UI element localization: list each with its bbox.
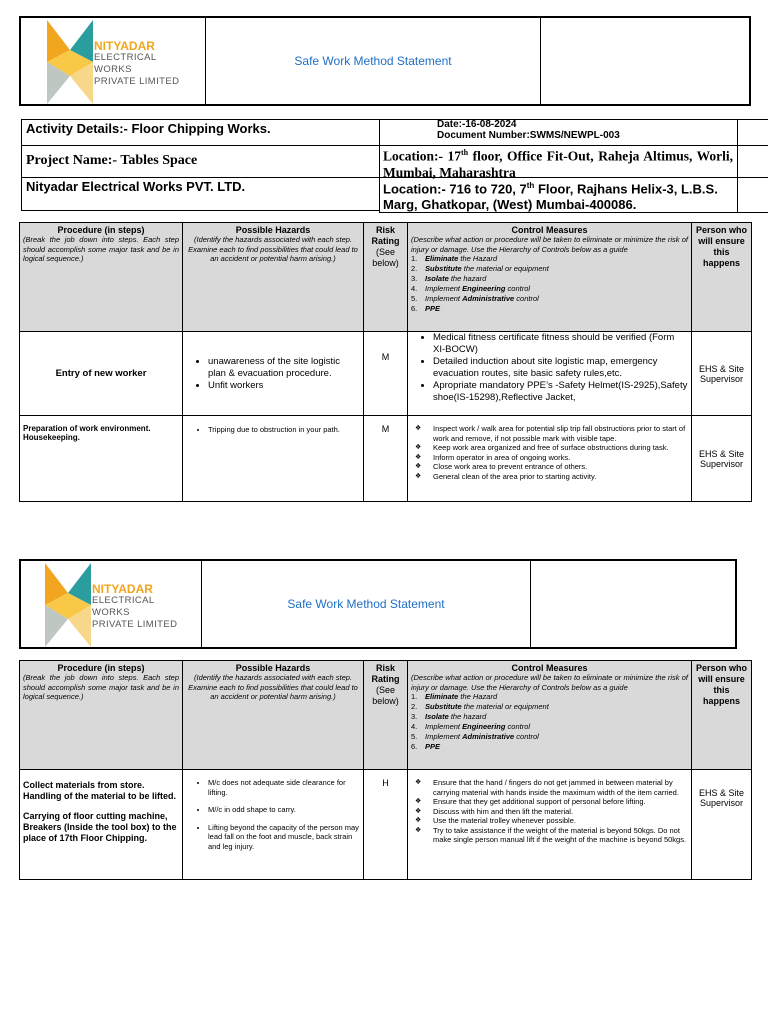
col-procedure-title: Procedure (in steps) [57,663,145,673]
location-1-pre: Location:- 17 [383,148,462,164]
hierarchy-list [411,692,688,752]
hierarchy-item: 2. Substitute the material or equipment [411,702,549,711]
row1-controls [408,332,692,416]
list-item: • unawareness of the site logistic plan & evacuation procedure. [208,356,360,380]
row1-hazards [183,332,364,416]
list-item: ❖ Discuss with him and then lift the material. [433,807,688,817]
col-risk-title: Risk Rating [371,663,400,684]
col-hazards-sub: (Identify the hazards associated with each step. Examine each to find possibilities that could lead to an accident or potential harm arising.) [188,673,358,701]
row1-risk: M [364,332,408,416]
hierarchy-item: 1. Eliminate the Hazard [411,692,498,701]
list-item: • Lifting beyond the capacity of the person may lead fall on the foot and muscle, back strain and leg injury. [208,823,360,852]
col-risk-sub: (See below) [372,685,399,706]
col-procedure [20,661,183,770]
location-1 [383,145,733,181]
list-item: ❖ Ensure that they get additional support of personal before lifting. [433,797,688,807]
row3-hazard-list [186,778,360,851]
col-procedure-title: Procedure (in steps) [57,225,145,235]
row2-hazards [183,416,364,502]
col-hazards-title: Possible Hazards [235,225,311,235]
location-2 [383,178,735,213]
col-hazards [183,223,364,332]
header-box-2 [19,559,737,649]
list-item: ❖ Try to take assistance if the weight of the material is beyond 50kgs. Do not make single person manual lift if the weight of the machine is beyond 50kgs. [433,826,688,845]
col-procedure [20,223,183,332]
swms-table-1 [19,222,752,502]
col-person [692,661,752,770]
hierarchy-item: 3. Isolate the hazard [411,712,487,721]
col-control-sub: (Describe what action or procedure will be taken to eliminate or minimize the risk of injury or damage. Use the Hierarchy of Controls below as a guide [411,673,688,692]
location-2-pre: Location:- 716 to 720, 7 [383,181,527,197]
col-person-title: Person who will ensure this happens [695,663,747,706]
hierarchy-item: 3. Isolate the hazard [411,274,487,283]
row3-controls [408,770,692,880]
page-title: Safe Work Method Statement [294,54,452,68]
table-header-row [20,661,752,770]
list-item: • M//c in odd shape to carry. [208,805,360,815]
row1-control-list [411,332,688,404]
row3-hazards [183,770,364,880]
row2-procedure: Preparation of work environment. Housekeeping. [20,416,183,502]
logo-line-3: WORKS [94,64,132,75]
logo-cell [21,18,206,104]
row1-hazard-list [186,356,360,392]
title-cell [206,18,541,104]
col-hazards-title: Possible Hazards [235,663,311,673]
hierarchy-list [411,254,688,314]
list-item: ❖ Inspect work / walk area for potential slip trip fall obstructions prior to start of work and remove, if not possible mark with visible tape. [433,424,688,443]
col-person-title: Person who will ensure this happens [695,225,747,268]
blank-cell-2 [531,561,737,647]
document-number: Document Number:SWMS/NEWPL-003 [437,130,620,141]
list-item: ❖ Ensure that the hand / fingers do not get jammed in between material by carrying material with hands inside the maximum width of the item carried. [433,778,688,797]
table-header-row [20,223,752,332]
col-control-sub: (Describe what action or procedure will be taken to eliminate or minimize the risk of injury or damage. Use the Hierarchy of Controls below as a guide [411,235,688,254]
list-item: • Apropriate mandatory PPE’s -Safety Helmet(IS-2925),Safety shoe(IS-15298),Reflective Jacket, [433,380,688,404]
hierarchy-item: 4. Implement Engineering control [411,722,531,731]
row3-person: EHS & Site Supervisor [692,770,752,880]
list-item: ❖ General clean of the area prior to starting activity. [433,472,688,482]
company-logo-2 [45,563,195,647]
list-item: • Unfit workers [208,380,360,392]
row2-risk: M [364,416,408,502]
col-risk-title: Risk Rating [371,225,400,246]
logo-line-4b: PRIVATE LIMITED [92,619,178,630]
col-control-title: Control Measures [511,225,588,235]
location-1-post: floor, Office Fit-Out, Raheja Altimus, Worli, Mumbai, Maharashtra [383,148,733,180]
logo-line-4: PRIVATE LIMITED [94,76,180,87]
hierarchy-item: 1. Eliminate the Hazard [411,254,498,263]
col-risk [364,661,408,770]
logo-text [94,40,179,88]
col-risk-sub: (See below) [372,247,399,268]
list-item: • Tripping due to obstruction in your path. [208,424,360,436]
location-2-post: Floor, Rajhans Helix-3, L.B.S. Marg, Ghatkopar, (West) Mumbai-400086. [383,181,718,213]
list-item: • M/c does not adequate side clearance for lifting. [208,778,360,797]
logo-text-2 [92,583,177,631]
logo-brand: NITYADAR [94,39,155,53]
company-logo [47,20,197,104]
hierarchy-item: 2. Substitute the material or equipment [411,264,549,273]
col-procedure-sub: (Break the job down into steps. Each step should accomplish some major task and be in logical sequence.) [23,673,179,701]
logo-mark-icon [47,20,93,104]
activity-details: Activity Details:- Floor Chipping Works. [26,121,271,136]
row3-procedure-a: Collect materials from store. Handling of the material to be lifted. [23,780,177,801]
row3-control-list [411,778,688,845]
row1-person: EHS & Site Supervisor [692,332,752,416]
document-date: Date:-16-08-2024 [437,119,517,130]
table-row [20,416,752,502]
logo-cell-2 [21,561,202,647]
row2-controls [408,416,692,502]
list-item: • Medical fitness certificate fitness should be verified (Form XI-BOCW) [433,332,688,356]
swms-table-2 [19,660,752,880]
col-control [408,661,692,770]
hierarchy-item: 5. Implement Administrative control [411,732,539,741]
table-row [20,332,752,416]
header-box-1 [19,16,751,106]
hierarchy-item: 6. PPE [411,742,441,751]
logo-line-3b: WORKS [92,607,130,618]
hierarchy-item: 5. Implement Administrative control [411,294,539,303]
table-row [20,770,752,880]
hierarchy-item: 4. Implement Engineering control [411,284,531,293]
list-item: • Detailed induction about site logistic map, emergency evacuation routes, site basic safety rules,etc. [433,356,688,380]
col-risk [364,223,408,332]
row3-risk: H [364,770,408,880]
info-table [21,119,768,213]
hierarchy-item: 6. PPE [411,304,441,313]
company-name: Nityadar Electrical Works PVT. LTD. [26,179,246,194]
project-name: Project Name:- Tables Space [26,153,198,168]
col-control [408,223,692,332]
location-2-sup: th [526,181,535,190]
list-item: ❖ Use the material trolley whenever possible. [433,816,688,826]
logo-mark-icon [45,563,91,647]
col-procedure-sub: (Break the job down into steps. Each step should accomplish some major task and be in logical sequence.) [23,235,179,263]
title-cell-2 [202,561,531,647]
row3-procedure [20,770,183,880]
list-item: ❖ Close work area to prevent entrance of others. [433,462,688,472]
row2-hazard-list [186,424,360,436]
logo-line-2: ELECTRICAL [94,52,157,63]
list-item: ❖ Inform operator in area of ongoing works. [433,453,688,463]
row2-control-list [411,424,688,481]
location-1-sup: th [461,148,469,157]
row2-person: EHS & Site Supervisor [692,416,752,502]
blank-cell [541,18,751,104]
col-control-title: Control Measures [511,663,588,673]
col-person [692,223,752,332]
row3-procedure-b: Carrying of floor cutting machine, Breakers (Inside the tool box) to the place of 17th Floor Chipping. [23,811,177,843]
logo-line-2b: ELECTRICAL [92,595,155,606]
list-item: ❖ Keep work area organized and free of surface obstructions during task. [433,443,688,453]
page-title-2: Safe Work Method Statement [287,597,445,611]
row1-procedure: Entry of new worker [20,332,183,416]
col-hazards-sub: (Identify the hazards associated with each step. Examine each to find possibilities that could lead to an accident or potential harm arising.) [188,235,358,263]
logo-brand-2: NITYADAR [92,582,153,596]
col-hazards [183,661,364,770]
